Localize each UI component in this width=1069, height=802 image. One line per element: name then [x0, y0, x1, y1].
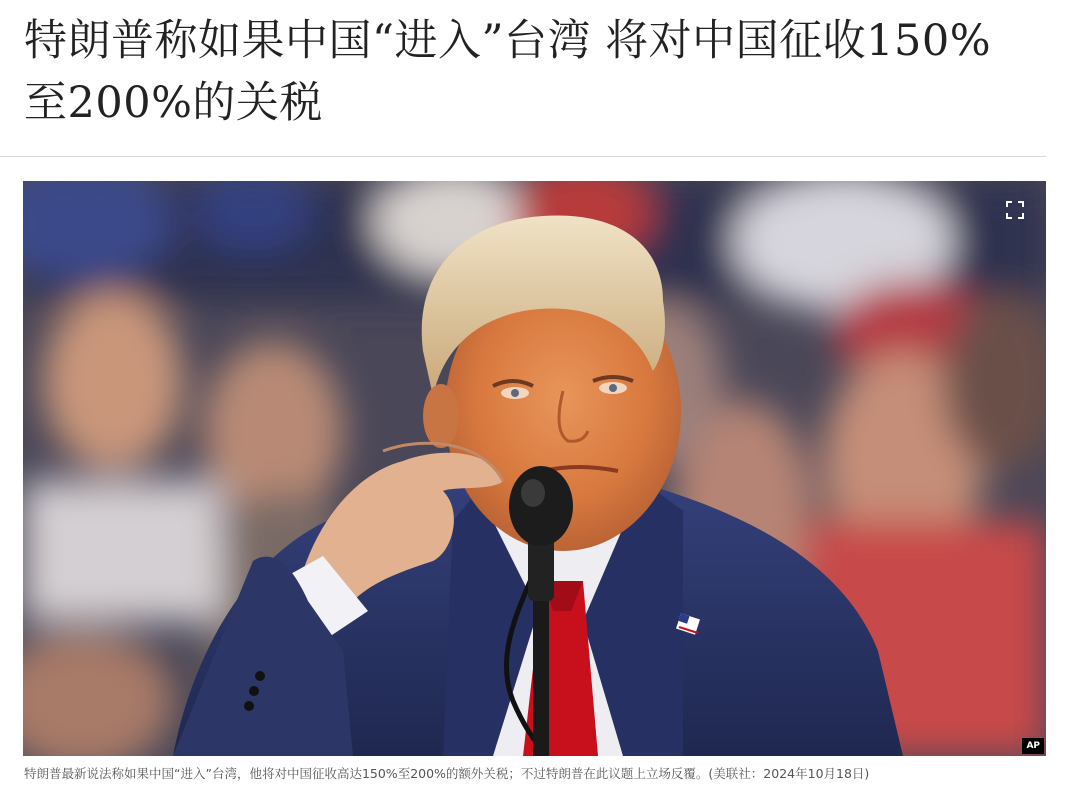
- headline-divider: [0, 156, 1046, 157]
- photo-illustration: [23, 181, 1046, 756]
- article-headline: 特朗普称如果中国“进入”台湾 将对中国征收150%至200%的关税: [24, 16, 992, 128]
- image-caption: 特朗普最新说法称如果中国“进入”台湾，他将对中国征收高达150%至200%的额外关税；不过特朗普在此议题上立场反覆。(美联社：2024年10月18日): [24, 766, 870, 781]
- microphone: [509, 466, 573, 546]
- photo-credit: AP: [1022, 738, 1044, 754]
- article-hero-image[interactable]: [23, 181, 1046, 756]
- fullscreen-icon[interactable]: [1006, 201, 1024, 219]
